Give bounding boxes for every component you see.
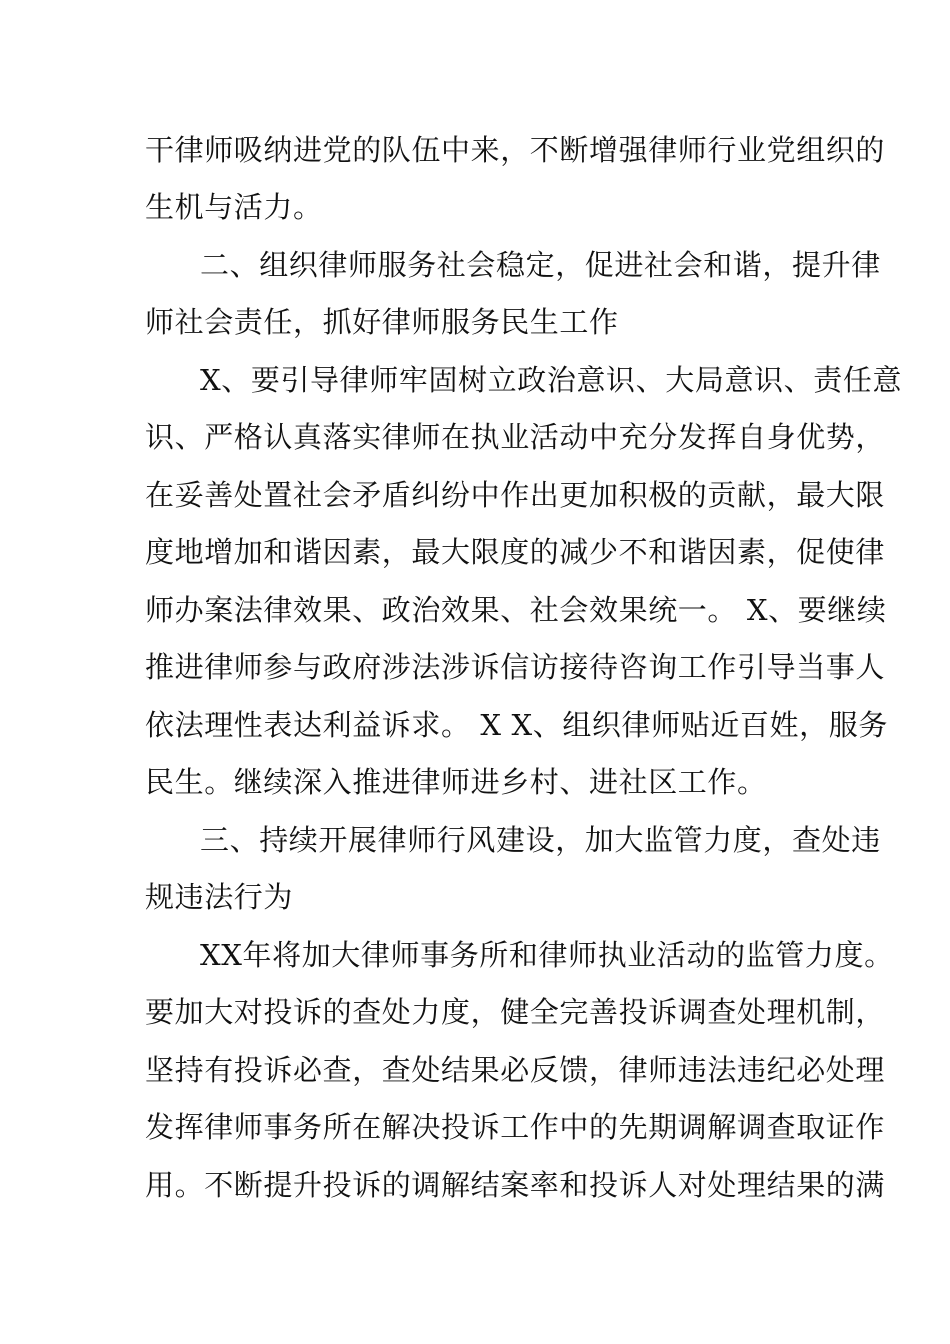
text-line: 发挥律师事务所在解决投诉工作中的先期调解调查取证作 [145, 1110, 886, 1144]
text-line: 干律师吸纳进党的队伍中来，不断增强律师行业党组织的 [145, 133, 886, 167]
section-heading-line: 规违法行为 [145, 880, 294, 914]
text-line: 生机与活力。 [145, 190, 323, 224]
text-line: 师办案法律效果、政治效果、社会效果统一。 X、要继续 [145, 593, 887, 627]
text-line: XX年将加大律师事务所和律师执业活动的监管力度。 [200, 938, 894, 972]
section-heading-line: 三、持续开展律师行风建设，加大监管力度，查处违 [200, 823, 881, 857]
text-line: 依法理性表达利益诉求。 X X、组织律师贴近百姓，服务 [145, 708, 888, 742]
text-line: 识、严格认真落实律师在执业活动中充分发挥自身优势， [145, 420, 886, 454]
text-line: 用。不断提升投诉的调解结案率和投诉人对处理结果的满 [145, 1168, 886, 1202]
text-line: 民生。继续深入推进律师进乡村、进社区工作。 [145, 765, 767, 799]
text-line: 在妥善处置社会矛盾纠纷中作出更加积极的贡献，最大限 [145, 478, 886, 512]
text-line: 要加大对投诉的查处力度，健全完善投诉调查处理机制， [145, 995, 886, 1029]
text-line: 度地增加和谐因素，最大限度的减少不和谐因素，促使律 [145, 535, 886, 569]
text-line: 推进律师参与政府涉法涉诉信访接待咨询工作引导当事人 [145, 650, 886, 684]
text-line: X、要引导律师牢固树立政治意识、大局意识、责任意 [200, 363, 903, 397]
section-heading-line: 二、组织律师服务社会稳定，促进社会和谐，提升律 [200, 248, 881, 282]
text-line: 坚持有投诉必查，查处结果必反馈，律师违法违纪必处理 [145, 1053, 886, 1087]
section-heading-line: 师社会责任，抓好律师服务民生工作 [145, 305, 619, 339]
